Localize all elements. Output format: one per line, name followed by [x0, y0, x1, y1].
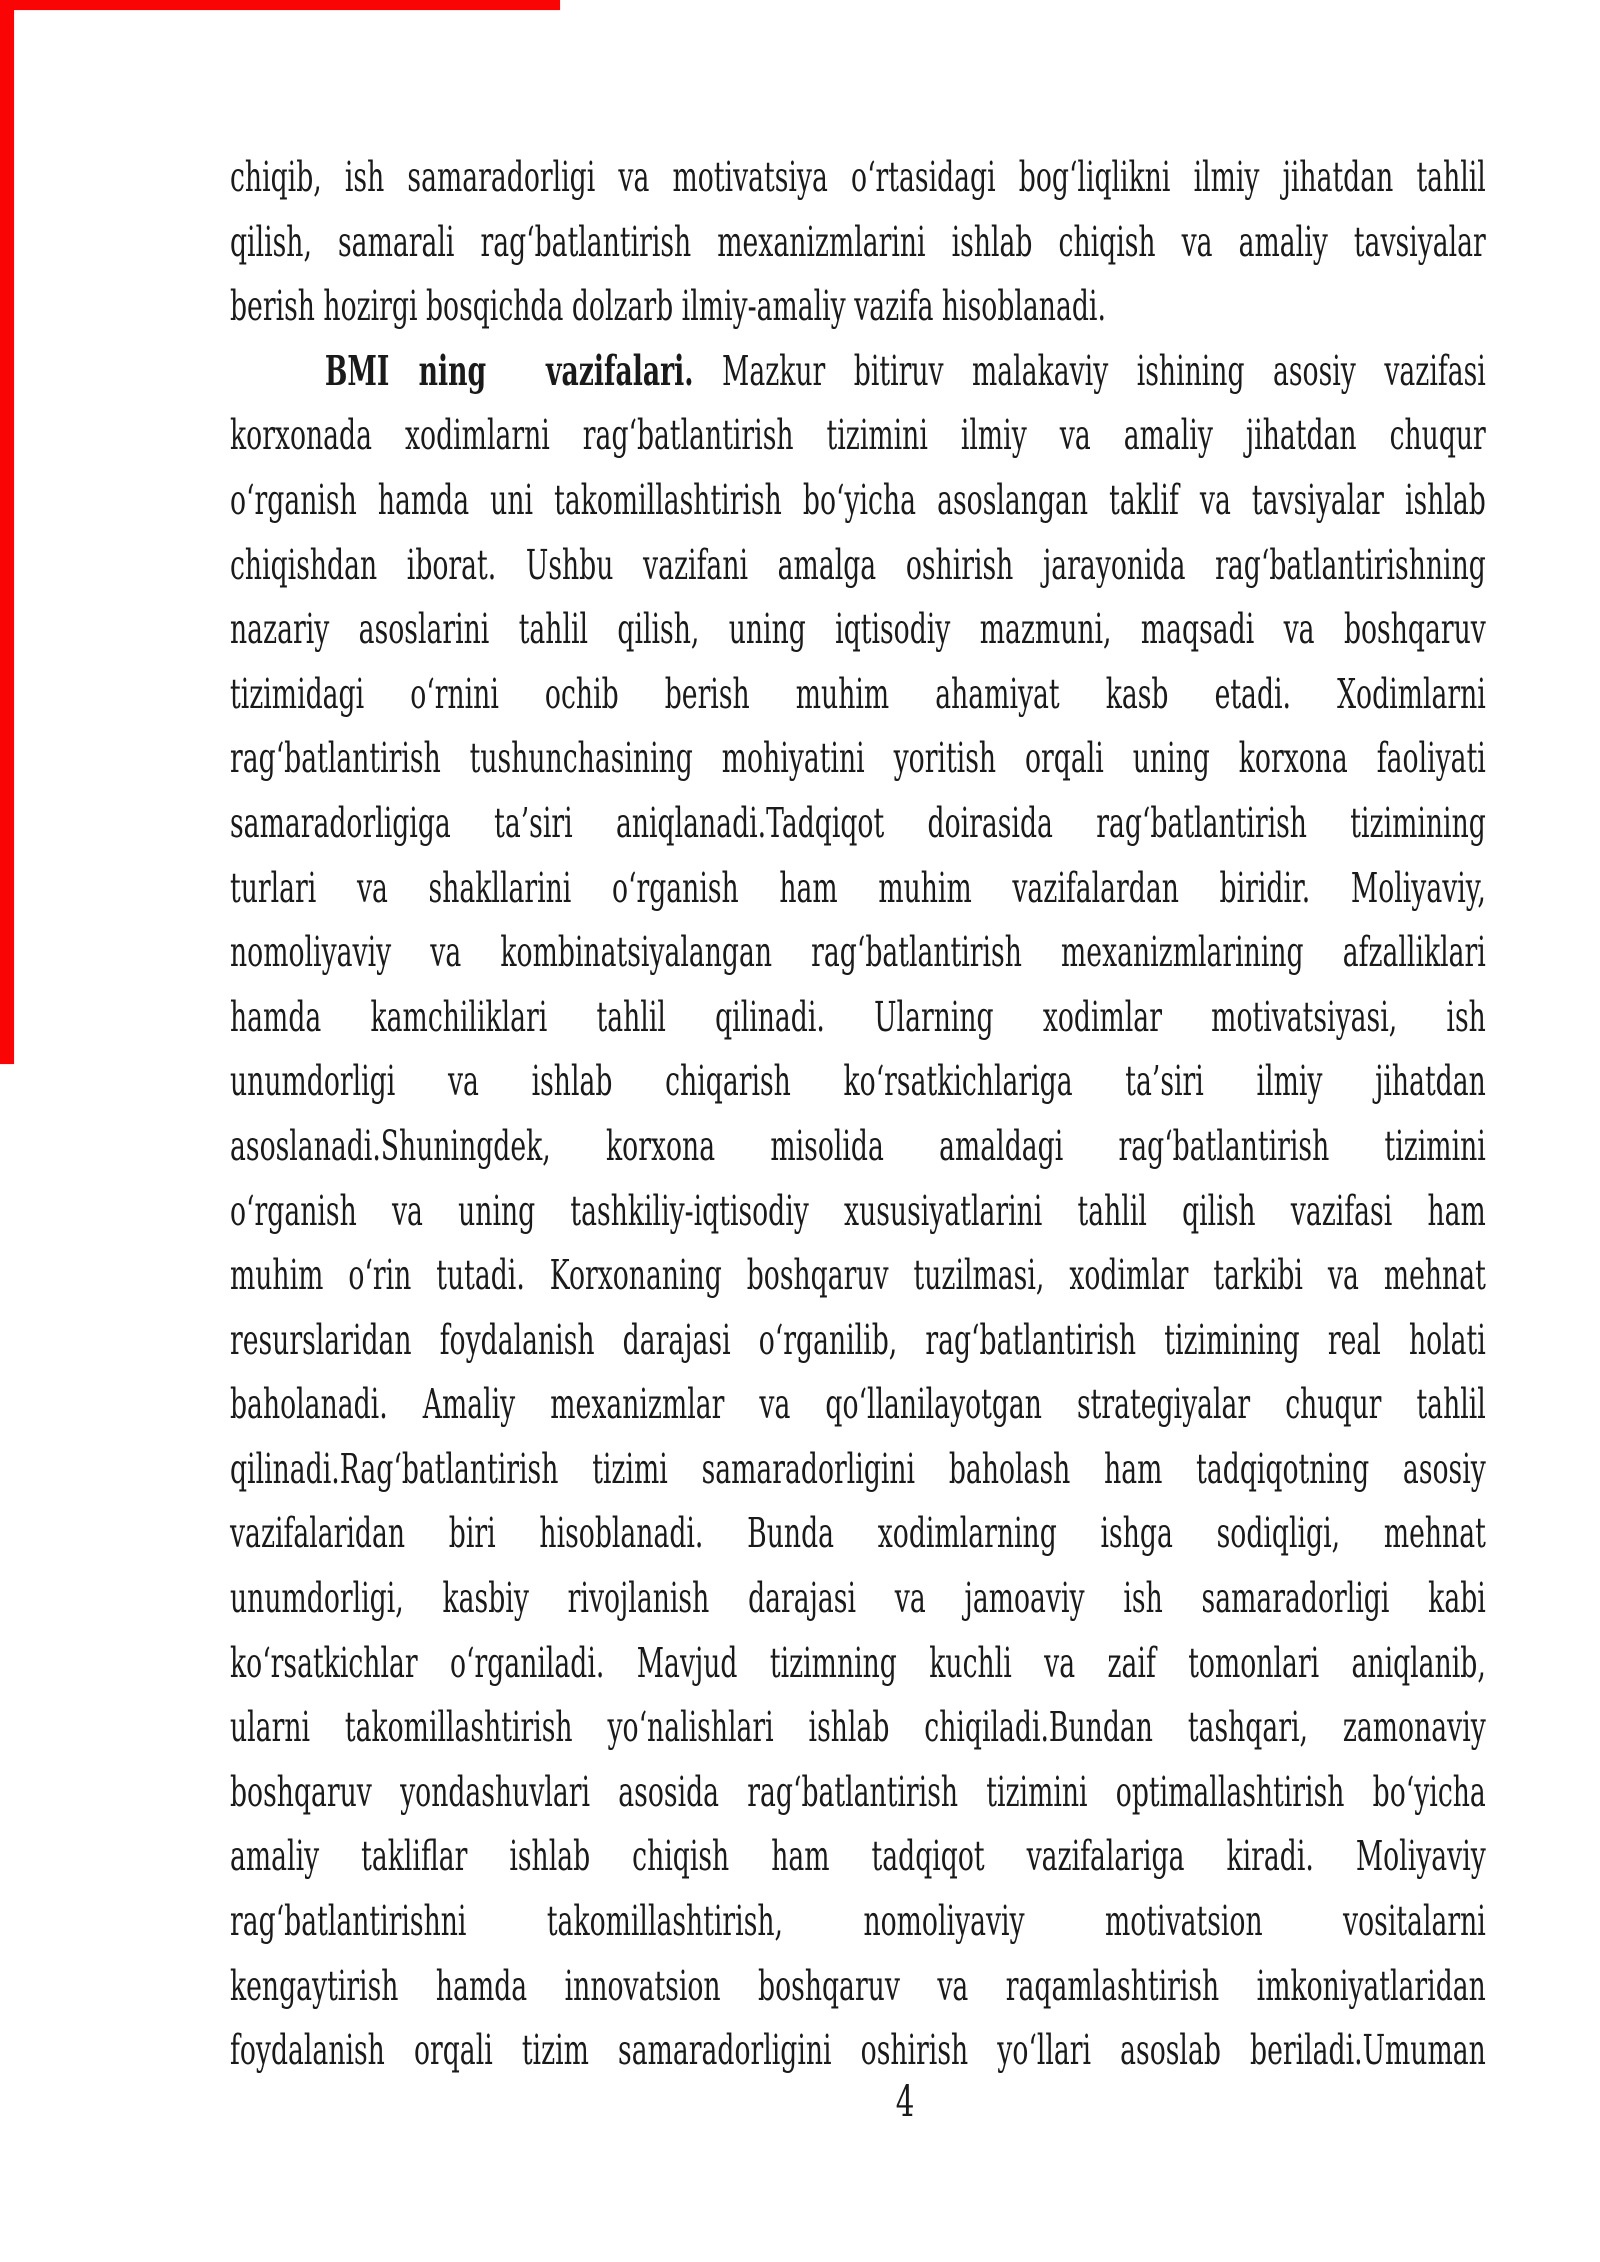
text-line: foydalanish orqali tizim samaradorligini oshirish yoʻllari asoslab beriladi.Umuman: [230, 2026, 1486, 2075]
text-line: koʻrsatkichlar oʻrganiladi. Mavjud tizimning kuchli va zaif tomonlari aniqlanib,: [230, 1638, 1486, 1687]
text-line: asoslanadi.Shuningdek, korxona misolida amaldagi ragʻbatlantirish tizimini: [230, 1121, 1486, 1170]
text-line: oʻrganish hamda uni takomillashtirish boʻyicha asoslangan taklif va tavsiyalar ishlab: [230, 475, 1486, 524]
text-line: resurslaridan foydalanish darajasi oʻrganilib, ragʻbatlantirish tizimining real holati: [230, 1315, 1486, 1364]
text-line: berish hozirgi bosqichda dolzarb ilmiy-amaliy vazifa hisoblanadi.: [230, 282, 1106, 331]
text-line: nomoliyaviy va kombinatsiyalangan ragʻbatlantirish mexanizmlarining afzalliklari: [230, 928, 1486, 977]
text-line: samaradorligiga ta’siri aniqlanadi.Tadqiqot doirasida ragʻbatlantirish tizimining: [230, 798, 1486, 847]
text-line: ularni takomillashtirish yoʻnalishlari ishlab chiqiladi.Bundan tashqari, zamonaviy: [230, 1703, 1486, 1752]
text-line: nazariy asoslarini tahlil qilish, uning iqtisodiy mazmuni, maqsadi va boshqaruv: [230, 605, 1486, 654]
text-line: tizimidagi oʻrnini ochib berish muhim ahamiyat kasb etadi. Xodimlarni: [230, 669, 1486, 718]
text-line: turlari va shakllarini oʻrganish ham muhim vazifalardan biridir. Moliyaviy,: [230, 863, 1486, 912]
heading-bold-1: BMI ning: [324, 346, 487, 395]
page-number-digit: 4: [895, 2077, 915, 2127]
text-line: qilish, samarali ragʻbatlantirish mexanizmlarini ishlab chiqish va amaliy tavsiyalar: [230, 217, 1486, 266]
text-line: ragʻbatlantirish tushunchasining mohiyatini yoritish orqali uning korxona faoliyati: [230, 734, 1486, 783]
text-line: hamda kamchiliklari tahlil qilinadi. Ularning xodimlar motivatsiyasi, ish: [230, 992, 1486, 1041]
body-text: [230, 145, 1486, 2083]
text-line: vazifalaridan biri hisoblanadi. Bunda xodimlarning ishga sodiqligi, mehnat: [230, 1509, 1486, 1558]
text-line: baholanadi. Amaliy mexanizmlar va qoʻllanilayotgan strategiyalar chuqur tahlil: [230, 1380, 1486, 1429]
text-line: amaliy takliflar ishlab chiqish ham tadqiqot vazifalariga kiradi. Moliyaviy: [230, 1832, 1486, 1881]
text-line: ragʻbatlantirishni takomillashtirish, nomoliyaviy motivatsion vositalarni: [230, 1897, 1486, 1946]
heading-line: [230, 339, 1486, 404]
text-line: unumdorligi, kasbiy rivojlanish darajasi va jamoaviy ish samaradorligi kabi: [230, 1574, 1486, 1623]
page-number: [891, 2070, 918, 2135]
text-line: boshqaruv yondashuvlari asosida ragʻbatlantirish tizimini optimallashtirish boʻyicha: [230, 1767, 1486, 1816]
heading-bold-2: vazifalari.: [545, 346, 694, 395]
text-line: chiqishdan iborat. Ushbu vazifani amalga oshirish jarayonida ragʻbatlantirishning: [230, 540, 1486, 589]
text-line: muhim oʻrin tutadi. Korxonaning boshqaruv tuzilmasi, xodimlar tarkibi va mehnat: [230, 1251, 1486, 1300]
text-line: unumdorligi va ishlab chiqarish koʻrsatkichlariga ta’siri ilmiy jihatdan: [230, 1057, 1486, 1106]
text-line: oʻrganish va uning tashkiliy-iqtisodiy xususiyatlarini tahlil qilish vazifasi ham: [230, 1186, 1486, 1235]
text-line: kengaytirish hamda innovatsion boshqaruv va raqamlashtirish imkoniyatlaridan: [230, 1961, 1486, 2010]
heading-rest: Mazkur bitiruv malakaviy ishining asosiy vazifasi: [693, 346, 1486, 395]
top-red-bar: [0, 0, 560, 10]
text-line: chiqib, ish samaradorligi va motivatsiya oʻrtasidagi bogʻliqlikni ilmiy jihatdan tahlil: [230, 153, 1486, 201]
text-line: qilinadi.Ragʻbatlantirish tizimi samaradorligini baholash ham tadqiqotning asosiy: [230, 1444, 1486, 1493]
text-line: korxonada xodimlarni ragʻbatlantirish tizimini ilmiy va amaliy jihatdan chuqur: [230, 411, 1486, 460]
left-red-bar: [0, 0, 14, 1064]
